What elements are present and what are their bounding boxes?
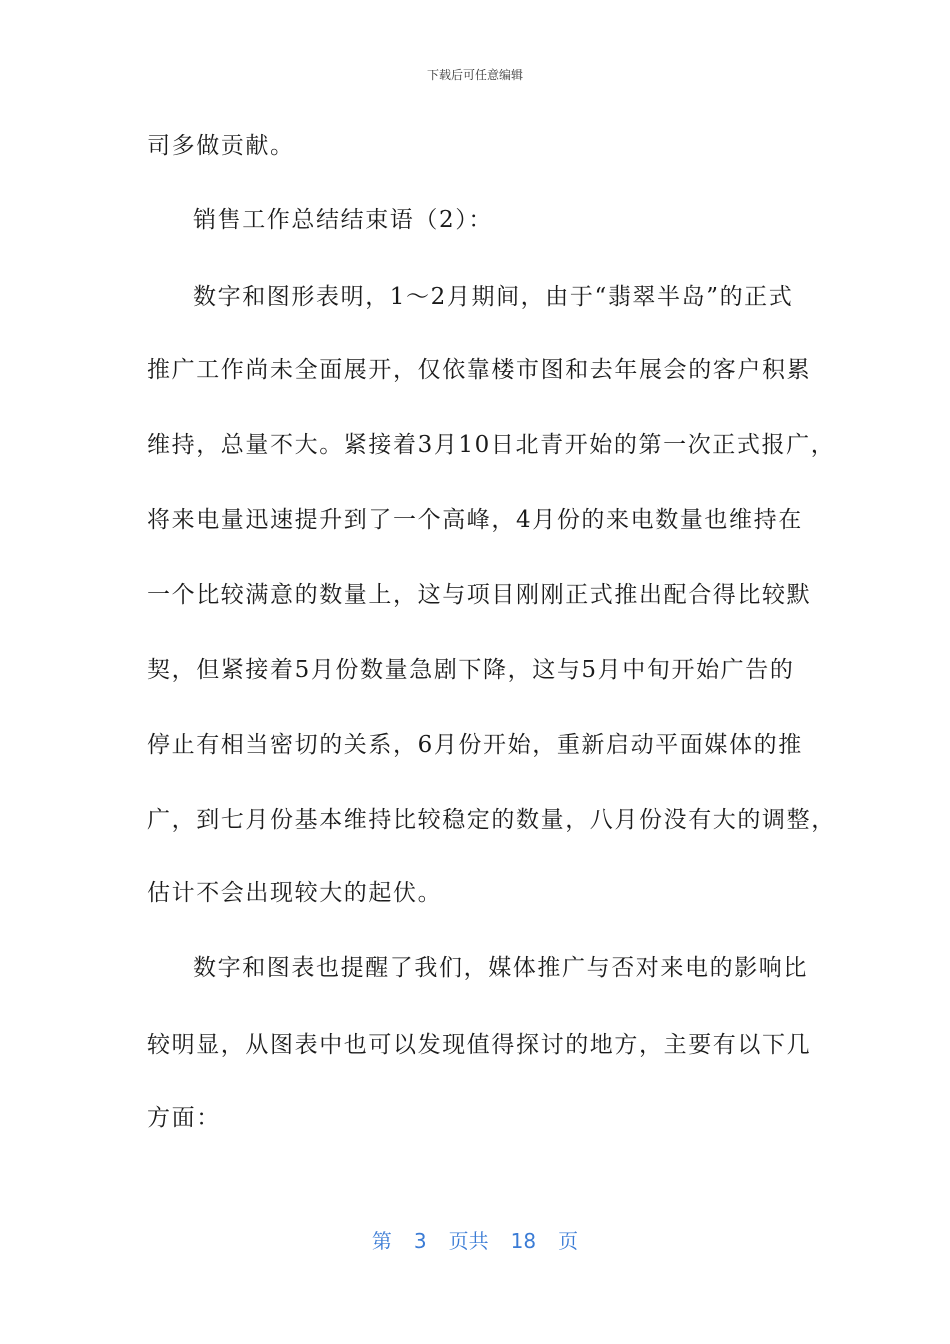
footer-page-number: 3 bbox=[413, 1229, 427, 1253]
body-line-9: 停止有相当密切的关系，6月份开始，重新启动平面媒体的推 bbox=[147, 732, 803, 758]
body-line-14: 方面： bbox=[147, 1105, 221, 1131]
body-line-8: 契，但紧接着5月份数量急剧下降，这与5月中旬开始广告的 bbox=[147, 657, 795, 683]
body-line-1: 司多做贡献。 bbox=[147, 133, 295, 159]
page-footer bbox=[0, 1225, 950, 1254]
page-header: 下载后可任意编辑 bbox=[426, 68, 523, 82]
body-line-2: 销售工作总结结束语（2）： bbox=[193, 207, 493, 233]
body-line-7: 一个比较满意的数量上，这与项目刚刚正式推出配合得比较默 bbox=[147, 582, 812, 608]
body-line-4: 推广工作尚未全面展开，仅依靠楼市图和去年展会的客户积累 bbox=[147, 357, 812, 383]
footer-prefix: 第 bbox=[371, 1229, 392, 1253]
body-line-11: 估计不会出现较大的起伏。 bbox=[147, 880, 443, 906]
body-line-5: 维持，总量不大。紧接着3月10日北青开始的第一次正式报广， bbox=[147, 432, 836, 458]
footer-total-pages: 18 bbox=[510, 1229, 537, 1253]
footer-suffix: 页 bbox=[558, 1229, 579, 1253]
body-line-10: 广，到七月份基本维持比较稳定的数量，八月份没有大的调整， bbox=[147, 807, 836, 833]
body-line-6: 将来电量迅速提升到了一个高峰，4月份的来电数量也维持在 bbox=[147, 507, 803, 533]
footer-middle: 页共 bbox=[448, 1229, 489, 1253]
body-line-13: 较明显，从图表中也可以发现值得探讨的地方，主要有以下几 bbox=[147, 1032, 812, 1058]
body-line-12: 数字和图表也提醒了我们，媒体推广与否对来电的影响比 bbox=[193, 955, 808, 981]
body-line-3: 数字和图形表明，1～2月期间，由于“翡翠半岛”的正式 bbox=[193, 284, 794, 310]
